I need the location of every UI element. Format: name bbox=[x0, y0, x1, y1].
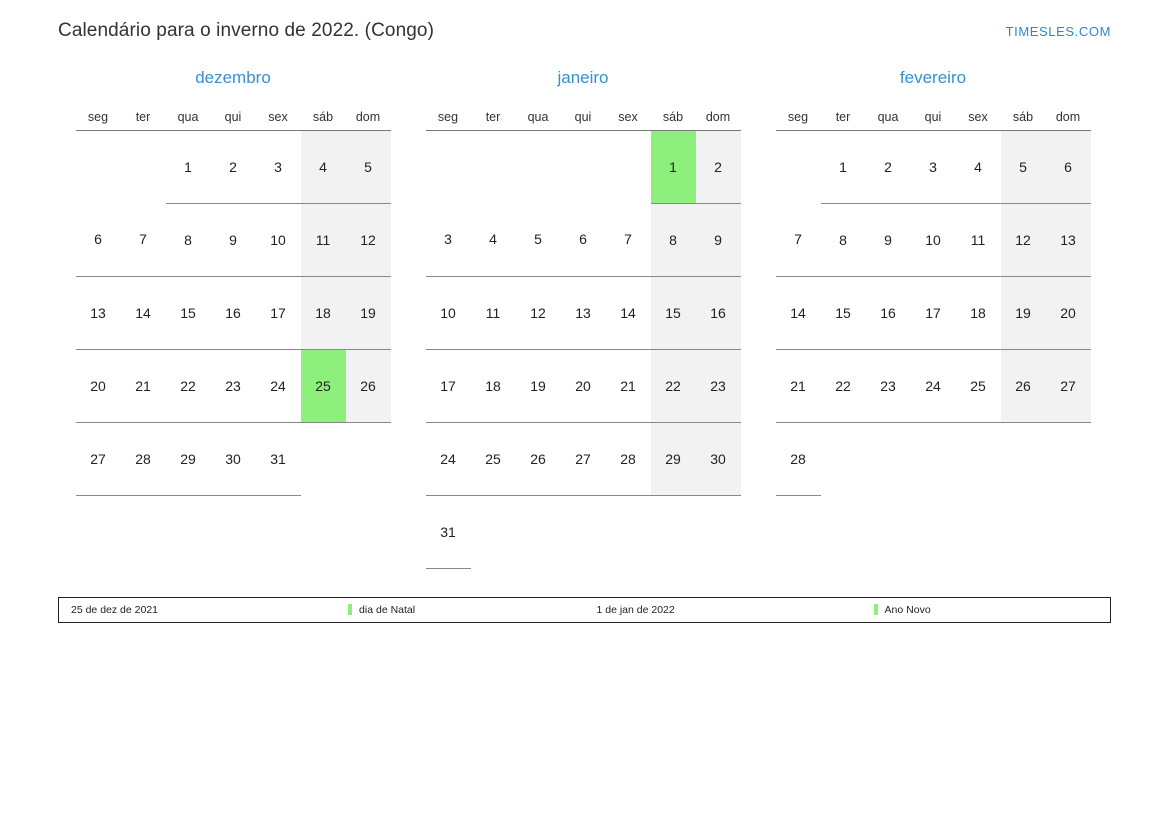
day-cell[interactable]: 24 bbox=[911, 349, 956, 422]
day-cell[interactable]: 14 bbox=[606, 276, 651, 349]
day-cell[interactable]: 6 bbox=[76, 203, 121, 276]
legend-label-1 bbox=[336, 598, 584, 622]
week-row bbox=[76, 422, 391, 495]
day-cell[interactable]: 2 bbox=[211, 130, 256, 203]
day-cell[interactable]: 8 bbox=[821, 203, 866, 276]
day-cell[interactable]: 12 bbox=[1001, 203, 1046, 276]
week-row bbox=[76, 130, 391, 203]
day-cell[interactable]: 8 bbox=[166, 203, 211, 276]
day-cell[interactable]: 23 bbox=[211, 349, 256, 422]
day-cell[interactable]: 9 bbox=[866, 203, 911, 276]
week-row bbox=[776, 422, 1091, 495]
day-cell[interactable]: 18 bbox=[301, 276, 346, 349]
day-cell[interactable]: 25 bbox=[956, 349, 1001, 422]
day-cell-empty bbox=[911, 422, 956, 495]
legend-date-1: 25 de dez de 2021 bbox=[71, 603, 158, 616]
month-grid bbox=[426, 104, 741, 569]
day-cell[interactable]: 31 bbox=[256, 422, 301, 495]
day-cell[interactable]: 27 bbox=[76, 422, 121, 495]
day-cell[interactable]: 5 bbox=[1001, 130, 1046, 203]
day-cell[interactable]: 9 bbox=[696, 203, 741, 276]
weekday-header: qui bbox=[211, 104, 256, 130]
day-cell-empty bbox=[696, 495, 741, 568]
day-cell[interactable]: 3 bbox=[426, 203, 471, 276]
day-cell[interactable]: 17 bbox=[911, 276, 956, 349]
months-container bbox=[58, 42, 1169, 569]
weekday-header: sáb bbox=[301, 104, 346, 130]
day-cell[interactable]: 19 bbox=[516, 349, 561, 422]
day-cell-holiday[interactable]: 1 bbox=[651, 130, 696, 203]
weekday-header: qua bbox=[866, 104, 911, 130]
day-cell-empty bbox=[76, 130, 121, 203]
week-row bbox=[426, 422, 741, 495]
legend-label-1-text: dia de Natal bbox=[359, 603, 416, 616]
day-cell[interactable]: 7 bbox=[776, 203, 821, 276]
day-cell[interactable]: 22 bbox=[651, 349, 696, 422]
day-cell[interactable]: 21 bbox=[776, 349, 821, 422]
month-block bbox=[408, 68, 758, 569]
week-row bbox=[776, 130, 1091, 203]
day-cell[interactable]: 16 bbox=[211, 276, 256, 349]
day-cell[interactable]: 23 bbox=[866, 349, 911, 422]
month-block bbox=[758, 68, 1108, 569]
page-title: Calendário para o inverno de 2022. (Congo) bbox=[58, 20, 434, 41]
day-cell[interactable]: 7 bbox=[121, 203, 166, 276]
weekday-header: seg bbox=[776, 104, 821, 130]
day-cell[interactable]: 14 bbox=[776, 276, 821, 349]
day-cell[interactable]: 10 bbox=[256, 203, 301, 276]
day-cell[interactable]: 5 bbox=[346, 130, 391, 203]
day-cell-empty bbox=[821, 422, 866, 495]
day-cell-empty bbox=[1001, 422, 1046, 495]
legend-label-2-text: Ano Novo bbox=[884, 603, 931, 616]
day-cell[interactable]: 6 bbox=[1046, 130, 1091, 203]
weekday-header: qua bbox=[166, 104, 211, 130]
weekday-header: sáb bbox=[1001, 104, 1046, 130]
week-row bbox=[76, 276, 391, 349]
day-cell-empty bbox=[346, 422, 391, 495]
day-cell[interactable]: 24 bbox=[426, 422, 471, 495]
day-cell[interactable]: 31 bbox=[426, 495, 471, 568]
day-cell[interactable]: 22 bbox=[821, 349, 866, 422]
weekday-header: ter bbox=[121, 104, 166, 130]
week-row bbox=[776, 349, 1091, 422]
month-title: janeiro bbox=[557, 68, 609, 87]
day-cell[interactable]: 18 bbox=[471, 349, 516, 422]
week-row bbox=[426, 130, 741, 203]
day-cell-empty bbox=[956, 422, 1001, 495]
day-cell[interactable]: 11 bbox=[471, 276, 516, 349]
day-cell[interactable]: 2 bbox=[696, 130, 741, 203]
day-cell[interactable]: 23 bbox=[696, 349, 741, 422]
day-cell[interactable]: 19 bbox=[1001, 276, 1046, 349]
weekday-header: sex bbox=[606, 104, 651, 130]
day-cell[interactable]: 6 bbox=[561, 203, 606, 276]
week-row bbox=[76, 349, 391, 422]
weekday-header: seg bbox=[76, 104, 121, 130]
day-cell[interactable]: 14 bbox=[121, 276, 166, 349]
day-cell[interactable]: 5 bbox=[516, 203, 561, 276]
day-cell[interactable]: 16 bbox=[696, 276, 741, 349]
day-cell[interactable]: 25 bbox=[471, 422, 516, 495]
day-cell-empty bbox=[606, 130, 651, 203]
day-cell[interactable]: 26 bbox=[346, 349, 391, 422]
weekday-header: dom bbox=[1046, 104, 1091, 130]
day-cell[interactable]: 20 bbox=[1046, 276, 1091, 349]
day-cell[interactable]: 15 bbox=[821, 276, 866, 349]
day-cell[interactable]: 30 bbox=[696, 422, 741, 495]
week-row bbox=[426, 203, 741, 276]
week-row bbox=[426, 276, 741, 349]
week-row bbox=[426, 349, 741, 422]
day-cell[interactable]: 15 bbox=[166, 276, 211, 349]
day-cell[interactable]: 21 bbox=[121, 349, 166, 422]
month-grid bbox=[76, 104, 391, 496]
day-cell[interactable]: 21 bbox=[606, 349, 651, 422]
day-cell-empty bbox=[121, 130, 166, 203]
week-row bbox=[76, 203, 391, 276]
day-cell[interactable]: 15 bbox=[651, 276, 696, 349]
day-cell-empty bbox=[866, 422, 911, 495]
weekday-header-row bbox=[426, 104, 741, 130]
day-cell[interactable]: 4 bbox=[956, 130, 1001, 203]
day-cell[interactable]: 1 bbox=[166, 130, 211, 203]
day-cell[interactable]: 17 bbox=[256, 276, 301, 349]
day-cell[interactable]: 26 bbox=[1001, 349, 1046, 422]
day-cell[interactable]: 10 bbox=[426, 276, 471, 349]
day-cell[interactable]: 2 bbox=[866, 130, 911, 203]
day-cell-empty bbox=[471, 495, 516, 568]
day-cell[interactable]: 9 bbox=[211, 203, 256, 276]
day-cell[interactable]: 3 bbox=[911, 130, 956, 203]
day-cell[interactable]: 16 bbox=[866, 276, 911, 349]
day-cell[interactable]: 29 bbox=[166, 422, 211, 495]
day-cell-empty bbox=[606, 495, 651, 568]
day-cell[interactable]: 24 bbox=[256, 349, 301, 422]
day-cell[interactable]: 30 bbox=[211, 422, 256, 495]
day-cell[interactable]: 8 bbox=[651, 203, 696, 276]
weekday-header: dom bbox=[346, 104, 391, 130]
day-cell-empty bbox=[1046, 422, 1091, 495]
day-cell[interactable]: 4 bbox=[471, 203, 516, 276]
month-title: dezembro bbox=[195, 68, 271, 87]
day-cell-empty bbox=[516, 495, 561, 568]
day-cell-empty bbox=[426, 130, 471, 203]
month-grid bbox=[776, 104, 1091, 496]
weekday-header: seg bbox=[426, 104, 471, 130]
day-cell-empty bbox=[776, 130, 821, 203]
page-header bbox=[0, 0, 1169, 42]
day-cell[interactable]: 20 bbox=[561, 349, 606, 422]
weekday-header: sex bbox=[956, 104, 1001, 130]
holiday-swatch-icon bbox=[874, 604, 878, 615]
weekday-header-row bbox=[776, 104, 1091, 130]
weekday-header: sex bbox=[256, 104, 301, 130]
weekday-header: ter bbox=[821, 104, 866, 130]
month-block bbox=[58, 68, 408, 569]
weekday-header: qui bbox=[911, 104, 956, 130]
day-cell-empty bbox=[651, 495, 696, 568]
week-row bbox=[776, 203, 1091, 276]
day-cell[interactable]: 28 bbox=[606, 422, 651, 495]
day-cell[interactable]: 7 bbox=[606, 203, 651, 276]
day-cell[interactable]: 13 bbox=[561, 276, 606, 349]
weekday-header: dom bbox=[696, 104, 741, 130]
day-cell[interactable]: 26 bbox=[516, 422, 561, 495]
legend-date-2: 1 de jan de 2022 bbox=[596, 603, 675, 616]
day-cell-empty bbox=[516, 130, 561, 203]
weekday-header: qua bbox=[516, 104, 561, 130]
day-cell[interactable]: 12 bbox=[516, 276, 561, 349]
day-cell[interactable]: 13 bbox=[76, 276, 121, 349]
day-cell[interactable]: 1 bbox=[821, 130, 866, 203]
day-cell[interactable]: 28 bbox=[121, 422, 166, 495]
day-cell[interactable]: 27 bbox=[561, 422, 606, 495]
weekday-header: ter bbox=[471, 104, 516, 130]
week-row bbox=[776, 276, 1091, 349]
day-cell[interactable]: 18 bbox=[956, 276, 1001, 349]
day-cell[interactable]: 20 bbox=[76, 349, 121, 422]
day-cell[interactable]: 11 bbox=[956, 203, 1001, 276]
day-cell[interactable]: 3 bbox=[256, 130, 301, 203]
day-cell[interactable]: 13 bbox=[1046, 203, 1091, 276]
legend-label-2 bbox=[862, 598, 1110, 622]
holiday-swatch-icon bbox=[348, 604, 352, 615]
weekday-header-row bbox=[76, 104, 391, 130]
day-cell-holiday[interactable]: 25 bbox=[301, 349, 346, 422]
day-cell[interactable]: 27 bbox=[1046, 349, 1091, 422]
day-cell[interactable]: 29 bbox=[651, 422, 696, 495]
day-cell[interactable]: 17 bbox=[426, 349, 471, 422]
day-cell[interactable]: 28 bbox=[776, 422, 821, 495]
month-title: fevereiro bbox=[899, 68, 967, 87]
day-cell[interactable]: 11 bbox=[301, 203, 346, 276]
weekday-header: sáb bbox=[651, 104, 696, 130]
day-cell[interactable]: 22 bbox=[166, 349, 211, 422]
day-cell[interactable]: 10 bbox=[911, 203, 956, 276]
weekday-header: qui bbox=[561, 104, 606, 130]
day-cell-empty bbox=[471, 130, 516, 203]
day-cell-empty bbox=[561, 130, 606, 203]
week-row bbox=[426, 495, 741, 568]
day-cell-empty bbox=[561, 495, 606, 568]
brand-link[interactable]: TIMESLES.COM bbox=[1005, 24, 1111, 39]
day-cell[interactable]: 12 bbox=[346, 203, 391, 276]
day-cell[interactable]: 19 bbox=[346, 276, 391, 349]
day-cell-empty bbox=[301, 422, 346, 495]
legend-bar bbox=[58, 597, 1111, 623]
day-cell[interactable]: 4 bbox=[301, 130, 346, 203]
